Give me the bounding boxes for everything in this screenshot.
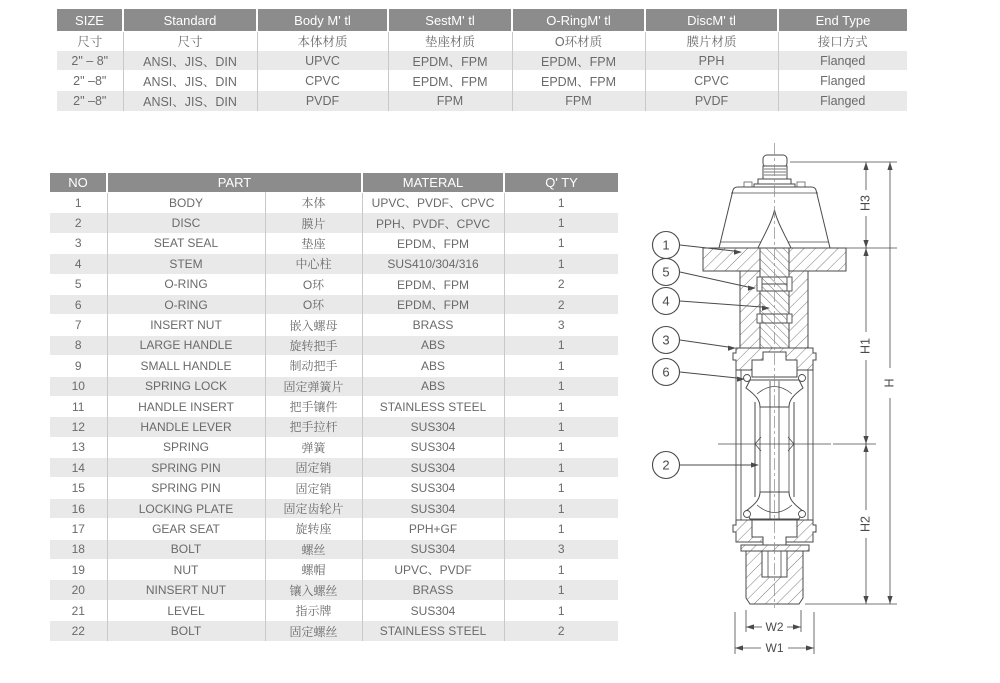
parts-name-cn-cell: O环 xyxy=(265,274,362,294)
parts-material-cell: SUS304 xyxy=(362,458,504,478)
parts-row xyxy=(50,335,618,355)
parts-row xyxy=(50,458,618,478)
parts-no-cell: 17 xyxy=(71,521,85,536)
parts-name-cn-cell: 指示牌 xyxy=(265,600,362,620)
spec-cell: ANSI、JIS、DIN xyxy=(123,51,257,71)
dim-label-h1: H1 xyxy=(858,338,873,354)
parts-qty-cell: 1 xyxy=(504,213,618,233)
parts-no-cell: 1 xyxy=(74,195,82,210)
spec-cell: Flanqed xyxy=(778,51,907,71)
parts-material-cell: SUS304 xyxy=(362,539,504,559)
parts-row xyxy=(50,417,618,437)
parts-name-cn-cell: 制动把手 xyxy=(265,356,362,376)
spec-cell: CPVC xyxy=(645,71,778,91)
parts-material-cell: ABS xyxy=(362,335,504,355)
parts-name-cn-cell: 本体 xyxy=(265,193,362,213)
parts-no-cell: 10 xyxy=(71,379,85,394)
parts-no-cell: 5 xyxy=(74,277,82,292)
parts-qty-cell: 2 xyxy=(504,621,618,641)
parts-material-cell: EPDM、FPM xyxy=(362,294,504,314)
parts-name-en-cell: SPRING PIN xyxy=(107,458,265,478)
parts-name-cn-cell: 旋转座 xyxy=(265,519,362,539)
parts-material-cell: SUS304 xyxy=(362,417,504,437)
parts-name-en-cell: STEM xyxy=(107,254,265,274)
parts-row xyxy=(50,437,618,457)
spec-row xyxy=(57,91,907,111)
parts-material-cell: UPVC、PVDF、CPVC xyxy=(362,193,504,213)
parts-row xyxy=(50,233,618,253)
parts-qty-cell: 1 xyxy=(504,356,618,376)
parts-qty-cell: 1 xyxy=(504,498,618,518)
parts-material-cell: BRASS xyxy=(362,315,504,335)
spec-subheader-cell: O环材质 xyxy=(512,32,645,51)
parts-qty-cell: 1 xyxy=(504,580,618,600)
spec-cell: 2" –8" xyxy=(73,93,107,108)
callout-1 xyxy=(653,232,680,259)
parts-name-en-cell: SEAT SEAL xyxy=(107,233,265,253)
callout-2-label: 2 xyxy=(662,457,670,473)
parts-name-en-cell: NINSERT NUT xyxy=(107,580,265,600)
parts-name-cn-cell: 弹簧 xyxy=(265,437,362,457)
parts-name-en-cell: O-RING xyxy=(107,294,265,314)
parts-row xyxy=(50,396,618,416)
threaded-stem xyxy=(763,166,787,179)
parts-name-cn-cell: 固定螺丝 xyxy=(265,621,362,641)
parts-name-en-cell: BOLT xyxy=(107,621,265,641)
parts-row xyxy=(50,213,618,233)
spec-cell: UPVC xyxy=(257,51,388,71)
parts-header-cell: NO xyxy=(50,173,107,193)
parts-row xyxy=(50,274,618,294)
parts-row xyxy=(50,498,618,518)
parts-name-en-cell: LARGE HANDLE xyxy=(107,335,265,355)
parts-material-cell: SUS304 xyxy=(362,600,504,620)
parts-name-en-cell: LEVEL xyxy=(107,600,265,620)
parts-name-cn-cell: 把手拉杆 xyxy=(265,417,362,437)
parts-material-cell: BRASS xyxy=(362,580,504,600)
parts-material-cell: EPDM、FPM xyxy=(362,274,504,294)
parts-head-row xyxy=(50,173,618,193)
spec-cell: Flanged xyxy=(778,71,907,91)
dim-label-h2: H2 xyxy=(858,516,873,532)
spec-cell: CPVC xyxy=(257,71,388,91)
spec-cell: PPH xyxy=(645,51,778,71)
bottom-block xyxy=(741,545,809,604)
callout-2 xyxy=(653,452,680,479)
parts-material-cell: PPH+GF xyxy=(362,519,504,539)
parts-name-en-cell: SMALL HANDLE xyxy=(107,356,265,376)
parts-name-en-cell: DISC xyxy=(107,213,265,233)
parts-name-cn-cell: 固定弹簧片 xyxy=(265,376,362,396)
parts-material-cell: SUS410/304/316 xyxy=(362,254,504,274)
parts-name-cn-cell: 镶入螺丝 xyxy=(265,580,362,600)
spec-header-cell: Standard xyxy=(123,9,257,32)
parts-material-cell: UPVC、PVDF xyxy=(362,560,504,580)
parts-qty-cell: 1 xyxy=(504,335,618,355)
parts-row xyxy=(50,376,618,396)
dim-label-w2: W2 xyxy=(765,620,784,634)
parts-header-cell: Q' TY xyxy=(504,173,618,193)
callout-1-label: 1 xyxy=(662,237,670,253)
parts-no-cell: 6 xyxy=(74,297,82,312)
spec-head-row xyxy=(57,9,907,32)
spec-header-cell: Body M' tl xyxy=(257,9,388,32)
parts-no-cell: 3 xyxy=(74,236,82,251)
parts-name-en-cell: HANDLE LEVER xyxy=(107,417,265,437)
spec-subheader-cell: 膜片材质 xyxy=(645,32,778,51)
parts-name-en-cell: O-RING xyxy=(107,274,265,294)
parts-qty-cell: 1 xyxy=(504,193,618,213)
parts-qty-cell: 2 xyxy=(504,294,618,314)
parts-material-cell: ABS xyxy=(362,356,504,376)
parts-row xyxy=(50,539,618,559)
parts-name-cn-cell: 把手镶件 xyxy=(265,396,362,416)
callout-4 xyxy=(653,288,680,315)
parts-name-cn-cell: 固定销 xyxy=(265,478,362,498)
spec-cell: ANSI、JIS、DIN xyxy=(123,91,257,111)
parts-qty-cell: 1 xyxy=(504,560,618,580)
parts-row xyxy=(50,193,618,213)
spec-table xyxy=(57,8,907,111)
spec-subheader-cell: 尺寸 xyxy=(123,32,257,51)
dim-label-h3: H3 xyxy=(858,195,873,211)
spec-subheader-cell: 垫座材质 xyxy=(388,32,512,51)
parts-qty-cell: 1 xyxy=(504,478,618,498)
parts-qty-cell: 3 xyxy=(504,315,618,335)
parts-row xyxy=(50,560,618,580)
callout-5 xyxy=(653,259,680,286)
parts-material-cell: SUS304 xyxy=(362,437,504,457)
parts-name-cn-cell: 螺丝 xyxy=(265,539,362,559)
spec-header-cell: O-RingM' tl xyxy=(512,9,645,32)
parts-no-cell: 13 xyxy=(71,440,85,455)
spec-cell: EPDM、FPM xyxy=(388,71,512,91)
parts-row xyxy=(50,254,618,274)
spec-cell: 2" – 8" xyxy=(71,53,109,68)
spec-subheader-row xyxy=(57,32,907,51)
spec-cell: PVDF xyxy=(645,91,778,111)
spec-subheader-cell: 接口方式 xyxy=(778,32,907,51)
callout-6 xyxy=(653,359,680,386)
spec-header-cell: DiscM' tl xyxy=(645,9,778,32)
spec-cell: EPDM、FPM xyxy=(512,51,645,71)
parts-name-cn-cell: 嵌入螺母 xyxy=(265,315,362,335)
parts-name-en-cell: BODY xyxy=(107,193,265,213)
parts-name-en-cell: INSERT NUT xyxy=(107,315,265,335)
parts-no-cell: 4 xyxy=(74,256,82,271)
parts-name-en-cell: SPRING xyxy=(107,437,265,457)
parts-no-cell: 18 xyxy=(71,542,85,557)
parts-name-cn-cell: 垫座 xyxy=(265,233,362,253)
parts-name-en-cell: BOLT xyxy=(107,539,265,559)
parts-row xyxy=(50,519,618,539)
parts-no-cell: 21 xyxy=(71,603,85,618)
parts-name-cn-cell: 固定销 xyxy=(265,458,362,478)
spec-cell: FPM xyxy=(388,91,512,111)
parts-material-cell: EPDM、FPM xyxy=(362,233,504,253)
parts-qty-cell: 1 xyxy=(504,396,618,416)
parts-name-cn-cell: O环 xyxy=(265,294,362,314)
parts-no-cell: 22 xyxy=(71,624,85,639)
parts-qty-cell: 1 xyxy=(504,437,618,457)
parts-row xyxy=(50,315,618,335)
spec-cell: FPM xyxy=(512,91,645,111)
parts-name-cn-cell: 膜片 xyxy=(265,213,362,233)
dim-label-h: H xyxy=(882,378,897,388)
dim-label-w1: W1 xyxy=(765,641,784,655)
parts-qty-cell: 2 xyxy=(504,274,618,294)
spec-cell: ANSI、JIS、DIN xyxy=(123,71,257,91)
parts-no-cell: 2 xyxy=(74,216,82,231)
parts-row xyxy=(50,580,618,600)
parts-qty-cell: 1 xyxy=(504,519,618,539)
callout-6-label: 6 xyxy=(662,364,670,380)
parts-header-cell: PART xyxy=(107,173,362,193)
parts-name-en-cell: SPRING PIN xyxy=(107,478,265,498)
spec-row xyxy=(57,71,907,91)
parts-material-cell: PPH、PVDF、CPVC xyxy=(362,213,504,233)
parts-qty-cell: 1 xyxy=(504,600,618,620)
parts-row xyxy=(50,621,618,641)
parts-qty-cell: 1 xyxy=(504,458,618,478)
parts-material-cell: SUS304 xyxy=(362,478,504,498)
parts-material-cell: ABS xyxy=(362,376,504,396)
valve-section-diagram xyxy=(600,140,1000,683)
parts-table xyxy=(50,172,618,641)
spec-row xyxy=(57,51,907,71)
parts-no-cell: 14 xyxy=(71,460,85,475)
parts-no-cell: 19 xyxy=(71,562,85,577)
parts-name-cn-cell: 中心柱 xyxy=(265,254,362,274)
parts-name-cn-cell: 固定齿轮片 xyxy=(265,498,362,518)
parts-name-cn-cell: 螺帽 xyxy=(265,560,362,580)
spec-cell: Flanged xyxy=(778,91,907,111)
parts-no-cell: 7 xyxy=(74,318,82,333)
spec-subheader-cell: 本体材质 xyxy=(257,32,388,51)
spec-cell: EPDM、FPM xyxy=(512,71,645,91)
parts-material-cell: SUS304 xyxy=(362,498,504,518)
parts-row xyxy=(50,478,618,498)
parts-row xyxy=(50,356,618,376)
parts-qty-cell: 1 xyxy=(504,254,618,274)
parts-no-cell: 16 xyxy=(71,501,85,516)
parts-qty-cell: 1 xyxy=(504,376,618,396)
spec-cell: EPDM、FPM xyxy=(388,51,512,71)
parts-name-cn-cell: 旋转把手 xyxy=(265,335,362,355)
parts-no-cell: 11 xyxy=(72,399,85,414)
callout-3-label: 3 xyxy=(662,332,670,348)
parts-qty-cell: 1 xyxy=(504,233,618,253)
parts-header-cell: MATERAL xyxy=(362,173,504,193)
parts-no-cell: 20 xyxy=(71,583,85,598)
parts-name-en-cell: SPRING LOCK xyxy=(107,376,265,396)
parts-qty-cell: 1 xyxy=(504,417,618,437)
spec-header-cell: SIZE xyxy=(57,9,123,32)
parts-no-cell: 12 xyxy=(71,419,85,434)
parts-qty-cell: 3 xyxy=(504,539,618,559)
parts-name-en-cell: NUT xyxy=(107,560,265,580)
spec-cell: PVDF xyxy=(257,91,388,111)
parts-row xyxy=(50,600,618,620)
spec-subheader-cell: 尺寸 xyxy=(77,35,103,49)
parts-name-en-cell: HANDLE INSERT xyxy=(107,396,265,416)
callout-3 xyxy=(653,327,680,354)
spec-header-cell: SestM' tl xyxy=(388,9,512,32)
spec-table-rows xyxy=(57,32,907,111)
parts-row xyxy=(50,294,618,314)
parts-no-cell: 8 xyxy=(74,338,82,353)
parts-no-cell: 15 xyxy=(71,481,85,496)
callout-5-label: 5 xyxy=(662,264,670,280)
parts-no-cell: 9 xyxy=(74,358,82,373)
parts-name-en-cell: LOCKING PLATE xyxy=(107,498,265,518)
parts-material-cell: STAINLESS STEEL xyxy=(362,621,504,641)
spec-header-cell: End Type xyxy=(778,9,907,32)
parts-name-en-cell: GEAR SEAT xyxy=(107,519,265,539)
callout-4-label: 4 xyxy=(662,293,670,309)
spec-cell: 2" –8" xyxy=(73,73,107,88)
parts-table-rows xyxy=(50,193,618,642)
parts-material-cell: STAINLESS STEEL xyxy=(362,396,504,416)
